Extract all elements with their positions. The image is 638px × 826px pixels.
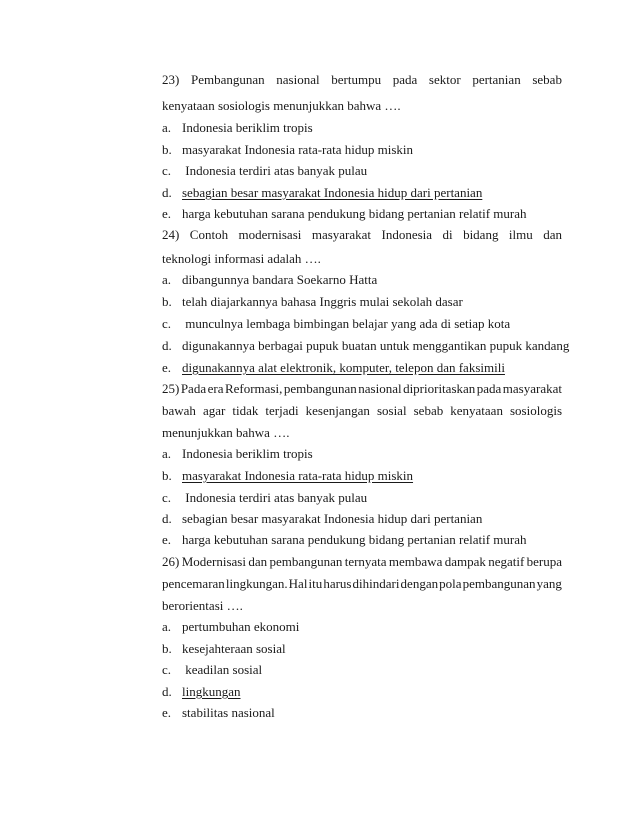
q25-stem-line-1 (162, 380, 562, 397)
word: tidak (232, 403, 259, 418)
q24-stem-line-2: teknologi informasi adalah …. (162, 251, 321, 266)
word: 25) (162, 381, 180, 396)
q24-stem-line-1 (162, 226, 562, 243)
word: negatif (488, 554, 525, 569)
word: Indonesia (381, 227, 433, 242)
answer-underline: lingkungan (182, 684, 241, 699)
word: nasional (358, 381, 402, 396)
word: Pembangunan (190, 72, 265, 87)
word: pada (392, 72, 418, 87)
word: nasional (276, 72, 320, 87)
word: pertanian (472, 72, 521, 87)
q23-option-e: e. harga kebutuhan sarana pendukung bidang pertanian relatif murah (162, 206, 527, 221)
word: diprioritaskan (403, 381, 476, 396)
word: pola (439, 576, 462, 591)
q26-option-c: c. keadilan sosial (162, 662, 263, 677)
q26-option-b: b. kesejahteraan sosial (162, 641, 286, 656)
word: berupa (526, 554, 562, 569)
word: dengan (400, 576, 439, 591)
q25-option-b: b. masyarakat Indonesia rata-rata hidup miskin (162, 468, 414, 483)
q25-option-c: c. Indonesia terdiri atas banyak pulau (162, 490, 368, 505)
word: itu (308, 576, 323, 591)
q26-stem-line-1 (162, 553, 562, 570)
answer-underline: digunakannya alat elektronik, komputer, telepon dan faksimili (182, 360, 505, 375)
word: 23) (162, 72, 180, 87)
q24-option-a: a. dibangunnya bandara Soekarno Hatta (162, 272, 378, 287)
answer-underline: sebagian besar masyarakat Indonesia hidup dari pertanian (182, 185, 483, 200)
word: 26) (162, 554, 180, 569)
word: sebab (413, 403, 444, 418)
word: Reformasi, (224, 381, 283, 396)
word: bawah (162, 403, 196, 418)
word: Pada (180, 381, 207, 396)
word: Contoh (189, 227, 229, 242)
word: Hal (288, 576, 308, 591)
word: di (442, 227, 453, 242)
word: agar (202, 403, 226, 418)
q26-stem-line-2 (162, 575, 562, 592)
word: ilmu (508, 227, 533, 242)
q26-option-e: e. stabilitas nasional (162, 705, 275, 720)
word: dan (248, 554, 268, 569)
q26-option-a: a. pertumbuhan ekonomi (162, 619, 300, 634)
word: Modernisasi (181, 554, 246, 569)
word: lingkungan. (225, 576, 288, 591)
word: modernisasi (238, 227, 302, 242)
word: masyarakat (502, 381, 562, 396)
word: dampak (444, 554, 486, 569)
q23-stem-line-2: kenyataan sosiologis menunjukkan bahwa …. (162, 98, 401, 113)
word: membawa (388, 554, 443, 569)
q25-option-a: a. Indonesia beriklim tropis (162, 446, 313, 461)
q23-option-d: d. sebagian besar masyarakat Indonesia hidup dari pertanian (162, 185, 483, 200)
word: kesenjangan (305, 403, 370, 418)
q25-stem-line-3: menunjukkan bahwa …. (162, 425, 290, 440)
word: terjadi (265, 403, 299, 418)
q24-option-b: b. telah diajarkannya bahasa Inggris mulai sekolah dasar (162, 294, 463, 309)
word: sosiologis (509, 403, 562, 418)
q25-stem-line-2 (162, 402, 562, 419)
word: ternyata (344, 554, 387, 569)
q25-option-d: d. sebagian besar masyarakat Indonesia hidup dari pertanian (162, 511, 483, 526)
q24-option-d: d. digunakannya berbagai pupuk buatan untuk menggantikan pupuk kandang (162, 338, 570, 353)
word: bertumpu (331, 72, 382, 87)
word: pembangunan (269, 554, 343, 569)
word: harus (323, 576, 352, 591)
word: era (207, 381, 224, 396)
word: masyarakat (311, 227, 372, 242)
word: pembangunan (283, 381, 357, 396)
word: sosial (376, 403, 407, 418)
q26-stem-line-3: berorientasi …. (162, 598, 243, 613)
q24-option-e: e. digunakannya alat elektronik, komputer, telepon dan faksimili (162, 360, 505, 375)
word: kenyataan (450, 403, 503, 418)
q23-stem-line-1 (162, 71, 562, 88)
answer-underline: masyarakat Indonesia rata-rata hidup miskin (182, 468, 414, 483)
q26-option-d: d. lingkungan (162, 684, 241, 699)
word: yang (536, 576, 562, 591)
q24-option-c: c. munculnya lembaga bimbingan belajar yang ada di setiap kota (162, 316, 511, 331)
q23-option-c: c. Indonesia terdiri atas banyak pulau (162, 163, 368, 178)
word: pencemaran (162, 576, 225, 591)
word: dan (543, 227, 562, 242)
q23-option-b: b. masyarakat Indonesia rata-rata hidup miskin (162, 142, 414, 157)
word: sektor (428, 72, 461, 87)
word: bidang (463, 227, 499, 242)
q25-option-e: e. harga kebutuhan sarana pendukung bidang pertanian relatif murah (162, 532, 527, 547)
q23-option-a: a. Indonesia beriklim tropis (162, 120, 313, 135)
word: pembangunan (462, 576, 536, 591)
word: 24) (162, 227, 180, 242)
word: dihindari (352, 576, 400, 591)
word: pada (476, 381, 502, 396)
word: sebab (532, 72, 562, 87)
